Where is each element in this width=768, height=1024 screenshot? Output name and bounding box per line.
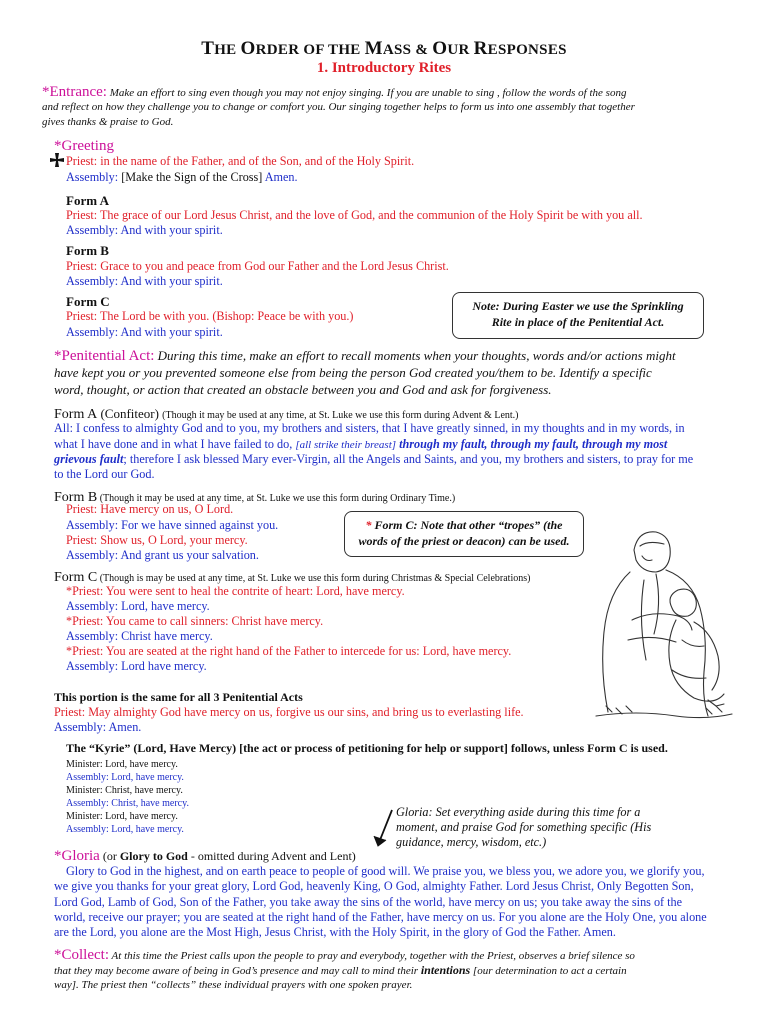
kyrie-line-2: Assembly: Lord, have mercy. [66,772,184,783]
gloria-line-1: Glory to God in the highest, and on earth peace to people of good will. We praise you, we bless you, we adore you, we glorify you, [66,864,705,878]
tropes-note-box: * Form C: Note that other “tropes” (the words of the priest or deacon) can be used. [344,511,584,557]
penitential-line-3: word, thought, or action that created an obstacle between you and God and ask for forgiveness. [54,382,552,397]
greeting-assembly: Assembly: [Make the Sign of the Cross] Amen. [66,170,298,184]
penitential-form-c-header: Form C (Though is may be used at any time, at St. Luke we use this form during Christmas & Special Celebrations) [54,570,531,585]
collect-line-1: *Collect: At this time the Priest calls upon the people to pray and everybody, together with the Priest, observes a brief silence so [54,947,635,963]
form-c-line-3: *Priest: You came to call sinners: Christ have mercy. [66,614,324,628]
form-b-line-1: Priest: Have mercy on us, O Lord. [66,502,234,516]
entrance-line-1: *Entrance: Make an effort to sing even though you may not enjoy singing. If you are unable to sing , follow the words of the song [42,84,627,100]
penitential-line-1: *Penitential Act: During this time, make an effort to recall moments when your thoughts, words and/or actions might [54,348,676,364]
gloria-header: *Gloria (or Glory to God - omitted during Advent and Lent) [54,848,356,864]
gloria-note-line-3: guidance, mercy, wisdom, etc.) [396,835,547,849]
entrance-line-3: gives thanks & praise to God. [42,116,174,128]
penitential-line-2: have kept you or you prevented someone else from being the person God created you/them to be. Identify a specific [54,365,652,380]
greeting-form-b-priest: Priest: Grace to you and peace from God our Father and the Lord Jesus Christ. [66,259,449,273]
pointer-arrow-icon [372,808,396,853]
same-portion-priest: Priest: May almighty God have mercy on us, forgive us our sins, and bring us to everlasting life. [54,705,524,719]
greeting-form-a-priest: Priest: The grace of our Lord Jesus Christ, and the love of God, and the communion of the Holy Spirit be with you all. [66,208,643,222]
form-b-line-4: Assembly: And grant us your salvation. [66,548,259,562]
kyrie-line-1: Minister: Lord, have mercy. [66,759,178,770]
greeting-priest: Priest: in the name of the Father, and of the Son, and of the Holy Spirit. [66,154,415,168]
confiteor-line-2: what I have done and in what I have failed to do, [all strike their breast] through my fault, through my fault, through my most [54,437,668,451]
greeting-form-b-label: Form B [66,243,109,258]
greeting-heading: *Greeting [54,138,114,154]
greeting-form-b-assembly: Assembly: And with your spirit. [66,274,223,288]
gloria-line-2: we give you thanks for your great glory, Lord God, heavenly King, O God, almighty Father. Lord Jesus Christ, Only Begotten Son, [54,879,694,893]
embrace-sketch-illustration [586,520,736,725]
greeting-form-a-label: Form A [66,193,109,208]
collect-line-2: that they may become aware of being in God’s presence and may call to mind their intentions [our determination to act a certain [54,963,627,977]
gloria-note-line-2: moment, and praise God for something specific (His [396,820,652,834]
gloria-line-3: Lord God, Lamb of God, Son of the Father, you take away the sins of the world, have mercy on us; you take away the sins of the [54,895,683,909]
collect-line-3: way]. The priest then “collects” these individual prayers with one spoken prayer. [54,979,413,991]
cross-pattee-icon [48,152,66,175]
kyrie-heading: The “Kyrie” (Lord, Have Mercy) [the act or process of petitioning for help or support] follows, unless Form C is used. [66,741,668,755]
collect-heading: *Collect: [54,947,109,963]
confiteor-line-4: to the Lord our God. [54,467,155,481]
gloria-note-line-1: Gloria: Set everything aside during this time for a [396,805,641,819]
form-c-line-2: Assembly: Lord, have mercy. [66,599,210,613]
greeting-form-a-assembly: Assembly: And with your spirit. [66,223,223,237]
easter-note-box: Note: During Easter we use the Sprinkling Rite in place of the Penitential Act. [452,292,704,339]
kyrie-line-3: Minister: Christ, have mercy. [66,785,183,796]
penitential-form-b-header: Form B (Though it may be used at any time, at St. Luke we use this form during Ordinary Time.) [54,490,456,505]
greeting-form-c-label: Form C [66,294,110,309]
form-b-line-3: Priest: Show us, O Lord, your mercy. [66,533,248,547]
kyrie-line-5: Minister: Lord, have mercy. [66,811,178,822]
form-b-line-2: Assembly: For we have sinned against you. [66,518,279,532]
same-portion-assembly: Assembly: Amen. [54,720,142,734]
form-c-line-6: Assembly: Lord have mercy. [66,659,207,673]
page-subtitle: 1. Introductory Rites [316,60,452,76]
page-title: THE ORDER OF THE MASS & OUR RESPONSES [201,38,567,59]
entrance-heading: *Entrance: [42,84,107,100]
gloria-line-4: world, receive our prayer; you are seated at the right hand of the Father, have mercy on us. For you alone are the Holy One, you alone [54,910,707,924]
same-portion-heading: This portion is the same for all 3 Penitential Acts [54,690,303,704]
confiteor-line-3: grievous fault; therefore I ask blessed Mary ever-Virgin, all the Angels and Saints, and you, my brothers and sisters, to pray for me [54,452,694,466]
confiteor-line-1: All: I confess to almighty God and to you, my brothers and sisters, that I have greatly sinned, in my thoughts and in my words, in [54,421,685,435]
greeting-form-c-assembly: Assembly: And with your spirit. [66,325,223,339]
kyrie-line-6: Assembly: Lord, have mercy. [66,824,184,835]
gloria-heading: *Gloria [54,848,100,864]
entrance-line-2: and reflect on how they challenge you to change or comfort you. Our singing together helps to form us into one assembly that together [42,101,635,113]
greeting-form-c-priest: Priest: The Lord be with you. (Bishop: Peace be with you.) [66,309,354,323]
penitential-form-a-header: Form A (Confiteor) (Though it may be used at any time, at St. Luke we use this form during Advent & Lent.) [54,406,519,422]
form-c-line-4: Assembly: Christ have mercy. [66,629,213,643]
kyrie-line-4: Assembly: Christ, have mercy. [66,798,189,809]
gloria-line-5: are the Lord, you alone are the Most High, Jesus Christ, with the Holy Spirit, in the glory of God the Father. Amen. [54,925,616,939]
penitential-heading: *Penitential Act: [54,348,155,364]
form-c-line-5: *Priest: You are seated at the right hand of the Father to intercede for us: Lord, have mercy. [66,644,512,658]
form-c-line-1: *Priest: You were sent to heal the contrite of heart: Lord, have mercy. [66,584,405,598]
